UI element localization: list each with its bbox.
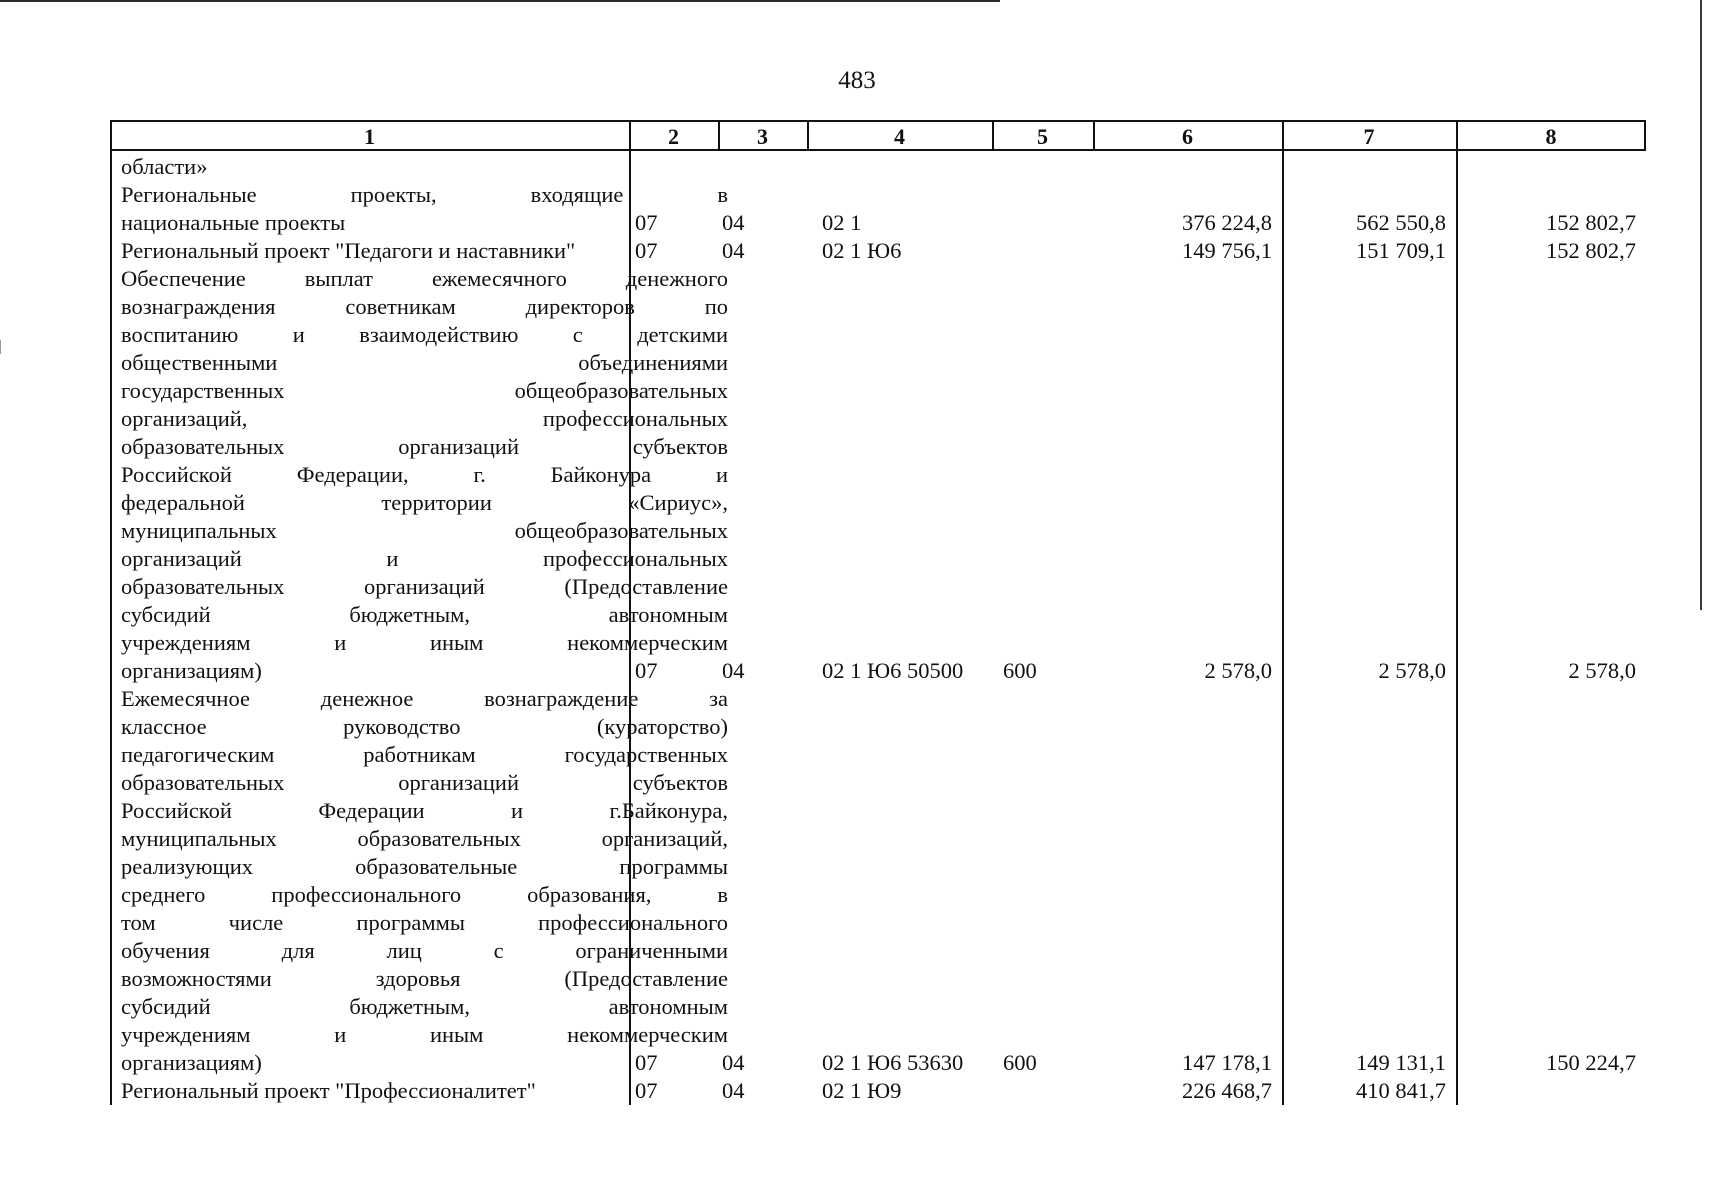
cell-col-4: 02 1 Ю6	[822, 238, 902, 263]
description-line: Российской Федерации, г. Байконура и	[121, 462, 728, 487]
cell-col-3: 04	[722, 658, 745, 683]
description-line: Региональный проект "Педагоги и наставники"	[121, 238, 576, 263]
cell-col-7: 151 709,1	[1356, 238, 1446, 263]
cell-col-8: 152 802,7	[1546, 210, 1636, 235]
header-col-6: 6	[1182, 124, 1193, 149]
header-col-1: 1	[364, 124, 375, 149]
header-col-5: 5	[1037, 124, 1048, 149]
description-line: организаций и профессиональных	[121, 546, 728, 571]
description-line: возможностями здоровья (Предоставление	[121, 966, 728, 991]
scan-border-top	[0, 0, 1000, 2]
description-line: Региональный проект "Профессионалитет"	[121, 1078, 536, 1103]
page-number: 483	[838, 67, 876, 94]
header-col-2: 2	[668, 124, 679, 149]
cell-col-4: 02 1	[822, 210, 862, 235]
description-line: общественными объединениями	[121, 350, 728, 375]
description-line: учреждениям и иным некоммерческим	[121, 630, 728, 655]
header-col-4: 4	[894, 124, 905, 149]
cell-col-2: 07	[635, 1050, 658, 1075]
cell-col-6: 376 224,8	[1182, 210, 1272, 235]
description-line: учреждениям и иным некоммерческим	[121, 1022, 728, 1047]
header-col-8: 8	[1545, 124, 1557, 149]
description-line: муниципальных общеобразовательных	[121, 518, 728, 543]
description-line: среднего профессионального образования, в	[121, 882, 728, 907]
cell-col-2: 07	[635, 238, 658, 263]
description-line: обучения для лиц с ограниченными	[121, 938, 728, 963]
description-line: Ежемесячное денежное вознаграждение за	[121, 686, 728, 711]
cell-col-5: 600	[1003, 658, 1037, 683]
description-line: государственных общеобразовательных	[121, 378, 728, 403]
cell-col-4: 02 1 Ю9	[822, 1078, 902, 1103]
cell-col-6: 149 756,1	[1182, 238, 1272, 263]
table-header-border	[110, 149, 1646, 151]
description-line: субсидий бюджетным, автономным	[121, 602, 728, 627]
cell-col-4: 02 1 Ю6 53630	[822, 1050, 964, 1075]
description-line: образовательных организаций субъектов	[121, 434, 728, 459]
column-divider	[1282, 120, 1284, 1105]
cell-col-7: 2 578,0	[1378, 658, 1446, 683]
description-line: образовательных организаций (Предоставление	[121, 574, 728, 599]
header-col-7: 7	[1363, 124, 1375, 149]
cell-col-4: 02 1 Ю6 50500	[822, 658, 964, 683]
description-line: национальные проекты	[121, 210, 346, 235]
description-line: организаций, профессиональных	[121, 406, 728, 431]
cell-col-3: 04	[722, 210, 745, 235]
cell-col-3: 04	[722, 1050, 745, 1075]
description-line: Региональные проекты, входящие в	[121, 182, 728, 207]
description-line: организациям)	[121, 1050, 262, 1075]
description-line: Российской Федерации и г.Байконура,	[121, 798, 728, 823]
cell-col-8: 150 224,7	[1546, 1050, 1636, 1075]
description-line: организациям)	[121, 658, 262, 683]
row-description	[121, 685, 728, 1077]
description-line: классное руководство (кураторство)	[121, 714, 728, 739]
cell-col-3: 04	[722, 238, 745, 263]
row-description	[121, 265, 728, 685]
cell-col-7: 562 550,8	[1356, 210, 1446, 235]
description-line: том числе программы профессионального	[121, 910, 728, 935]
cell-col-3: 04	[722, 1078, 745, 1103]
header-col-3: 3	[757, 124, 768, 149]
cell-col-2: 07	[635, 1078, 658, 1103]
cell-col-5: 600	[1003, 1050, 1037, 1075]
description-line: воспитанию и взаимодействию с детскими	[121, 322, 728, 347]
scan-mark-left	[0, 340, 1, 354]
cell-col-7: 149 131,1	[1356, 1050, 1446, 1075]
description-line: области»	[121, 154, 208, 179]
cell-col-6: 2 578,0	[1204, 658, 1272, 683]
description-line: Обеспечение выплат ежемесячного денежного	[121, 266, 728, 291]
cell-col-2: 07	[635, 210, 658, 235]
description-line: субсидий бюджетным, автономным	[121, 994, 728, 1019]
row-description	[121, 153, 728, 181]
description-line: педагогическим работникам государственных	[121, 742, 728, 767]
cell-col-7: 410 841,7	[1356, 1078, 1446, 1103]
column-divider	[110, 120, 112, 1105]
cell-col-8: 2 578,0	[1568, 658, 1636, 683]
budget-table	[110, 120, 1646, 1105]
column-divider	[1456, 120, 1458, 1105]
cell-col-6: 226 468,7	[1182, 1078, 1272, 1103]
cell-col-8: 152 802,7	[1546, 238, 1636, 263]
description-line: муниципальных образовательных организаций,	[121, 826, 728, 851]
description-line: образовательных организаций субъектов	[121, 770, 728, 795]
description-line: федеральной территории «Сириус»,	[121, 490, 728, 515]
description-line: вознаграждения советникам директоров по	[121, 294, 728, 319]
description-line: реализующих образовательные программы	[121, 854, 728, 879]
cell-col-2: 07	[635, 658, 658, 683]
cell-col-6: 147 178,1	[1182, 1050, 1272, 1075]
